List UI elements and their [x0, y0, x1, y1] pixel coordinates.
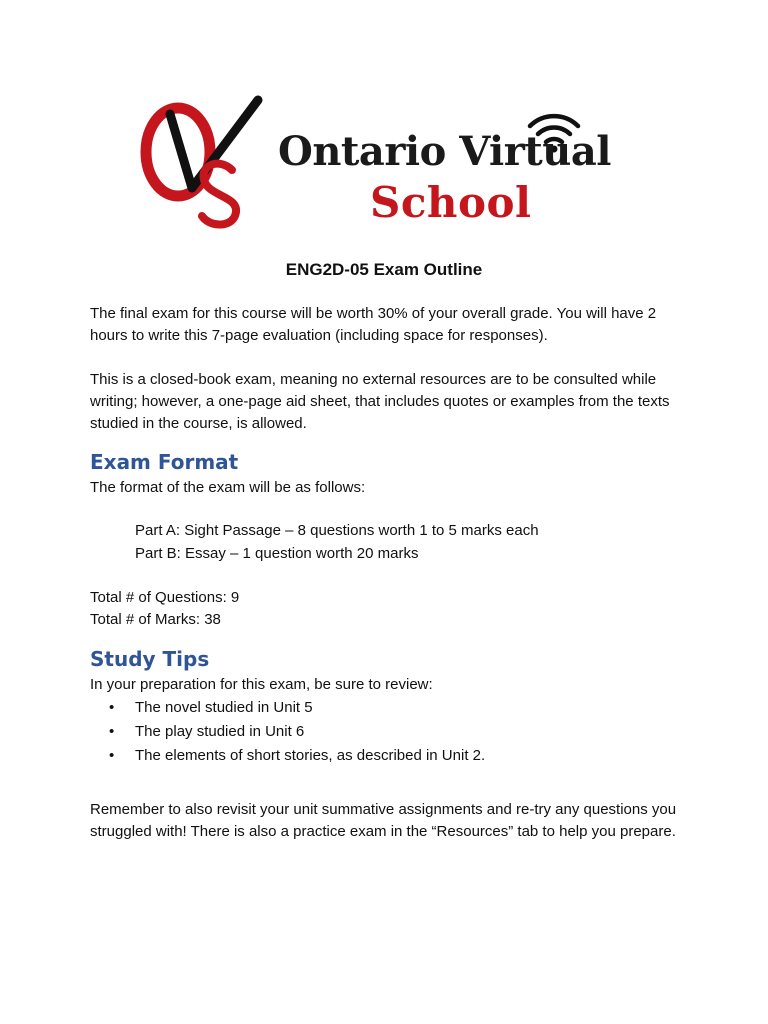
bullet-icon: • [109, 699, 115, 716]
study-tips-heading: Study Tips [90, 647, 210, 671]
exam-format-lead: The format of the exam will be as follows: [90, 479, 366, 496]
list-item-text: The play studied in Unit 6 [135, 723, 305, 740]
list-item-text: The elements of short stories, as described in Unit 2. [135, 747, 486, 764]
list-item-text: The novel studied in Unit 5 [135, 699, 313, 716]
study-tips-list [90, 696, 485, 768]
exam-format-heading: Exam Format [90, 450, 239, 474]
logo-text-ontario-virtual: Ontario Virtual [278, 128, 611, 175]
ovs-logo-mark [140, 92, 270, 232]
study-tips-lead: In your preparation for this exam, be sure to review: [90, 676, 433, 693]
exam-part-b: Part B: Essay – 1 question worth 20 marks [135, 545, 419, 562]
exam-part-a: Part A: Sight Passage – 8 questions worth 1 to 5 marks each [135, 522, 539, 539]
ontario-virtual-school-logo [140, 92, 640, 232]
list-item [90, 696, 485, 720]
logo-text-school: School [370, 178, 532, 227]
intro-paragraph-weight: The final exam for this course will be worth 30% of your overall grade. You will have 2 hours to write this 7-page evaluation (including space for responses). [90, 305, 657, 344]
list-item [90, 744, 485, 768]
document-title: ENG2D-05 Exam Outline [285, 260, 483, 279]
total-questions: Total # of Questions: 9 [90, 589, 240, 606]
bullet-icon: • [109, 747, 115, 764]
intro-paragraph-closed-book: This is a closed-book exam, meaning no external resources are to be consulted while writing; however, a one-page aid sheet, that includes quotes or examples from the texts studied in the course, is allowed. [90, 371, 670, 432]
closing-paragraph: Remember to also revisit your unit summative assignments and re-try any questions you struggled with! There is also a practice exam in the “Resources” tab to help you prepare. [90, 801, 677, 840]
bullet-icon: • [109, 723, 115, 740]
total-marks: Total # of Marks: 38 [90, 611, 221, 628]
list-item [90, 720, 485, 744]
